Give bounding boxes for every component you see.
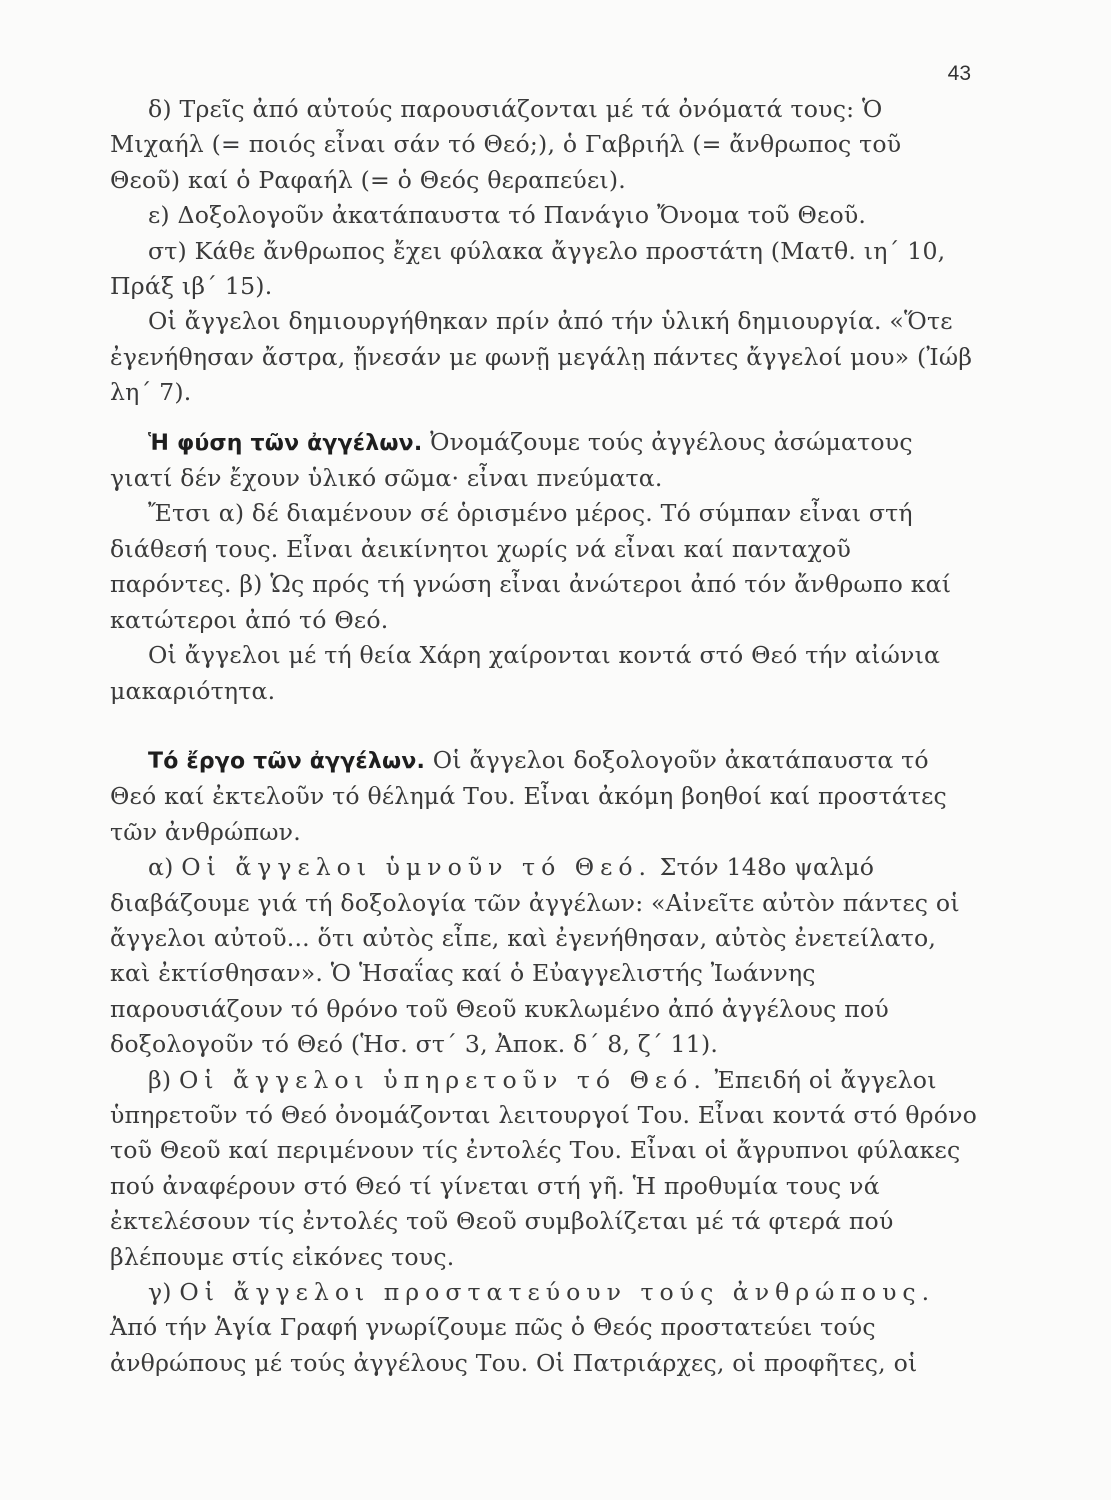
section-heading-nature: Ἡ φύση τῶν ἀγγέλων. [148,430,423,456]
paragraph-three-archangels: δ) Τρεῖς ἀπό αὐτούς παρουσιάζονται μέ τά ὀνόματά τους: Ὁ Μιχαήλ (= ποιός εἶναι σάν τό Θεό;), ὁ Γαβριήλ (= ἄνθρωπος τοῦ Θεοῦ) καί ὁ Ραφαήλ (= ὁ Θεός θεραπεύει). [110,95,902,194]
paragraph-angels-protect: γ) Οἱ ἄγγελοι προστατεύουν τούς ἀνθρώπους. Ἀπό τήν Ἁγία Γραφή γνωρίζουμε πῶς ὁ Θεός προστατεύει τούς ἀνθρώπους μέ τούς ἀγγέλους Του. Οἱ Πατριάρχες, οἱ προφῆτες, οἱ [110,1278,936,1377]
page-number: 43 [947,62,971,85]
subheading-protect: Οἱ ἄγγελοι προστατεύουν τούς ἀνθρώπους. [179,1278,936,1306]
section-nature-of-angels: Ἡ φύση τῶν ἀγγέλων. Ὀνομάζουμε τούς ἀγγέλους ἀσώματους γιατί δέν ἔχουν ὑλικό σῶμα· εἶναι πνεύματα. [110,427,913,493]
paragraph-doxology: ε) Δοξολογοῦν ἀκατάπαυστα τό Πανάγιο Ὄνομα τοῦ Θεοῦ. [148,201,867,230]
section-work-of-angels: Τό ἔργο τῶν ἀγγέλων. Οἱ ἄγγελοι δοξολογοῦν ἀκατάπαυστα τό Θεό καί ἐκτελοῦν τό θέλημά Του. Εἶναι ἀκόμη βοηθοί καί προστάτες τῶν ἀνθρώπων. [110,745,947,846]
subheading-praise: Οἱ ἄγγελοι ὑμνοῦν τό Θεό. [181,853,653,882]
paragraph-creation-of-angels: Οἱ ἄγγελοι δημιουργήθηκαν πρίν ἀπό τήν ὑλική δημιουργία. «Ὅτε ἐγενήθησαν ἄστρα, ᾔνεσάν με φωνῇ μεγάλῃ πάντες ἄγγελοί μου» (Ἰώβ λη΄ 7). [110,307,973,407]
paragraph-guardian-angel: στ) Κάθε ἄνθρωπος ἔχει φύλακα ἄγγελο προστάτη (Ματθ. ιη΄ 10, Πράξ ιβ΄ 15). [110,236,946,301]
paragraph-attributes: Ἔτσι α) δέ διαμένουν σέ ὁρισμένο μέρος. Τό σύμπαν εἶναι στή διάθεσή τους. Εἶναι ἀεικίνητοι χωρίς νά εἶναι καί πανταχοῦ παρόντες. β) Ὡς πρός τή γνώση εἶναι ἀνώτεροι ἀπό τόν ἄνθρωπο καί κατώτεροι ἀπό τό Θεό. [110,499,952,634]
paragraph-blessedness: Οἱ ἄγγελοι μέ τή θεία Χάρη χαίρονται κοντά στό Θεό τήν αἰώνια μακαριότητα. [110,641,941,705]
page-body [110,92,978,1381]
section-heading-work: Τό ἔργο τῶν ἀγγέλων. [148,748,426,774]
subheading-serve: Οἱ ἄγγελοι ὑπηρετοῦν τό Θεό. [178,1065,707,1094]
paragraph-angels-praise-god: α) Οἱ ἄγγελοι ὑμνοῦν τό Θεό. Στόν 148ο ψαλμό διαβάζουμε γιά τή δοξολογία τῶν ἀγγέλων: «Αἰνεῖτε αὐτὸν πάντες οἱ ἄγγελοι αὐτοῦ... ὅτι αὐτὸς εἶπε, καὶ ἐγενήθησαν, αὐτὸς ἐνετείλατο, καὶ ἐκτίσθησαν». Ὁ Ἡσαΐας καί ὁ Εὐαγγελιστής Ἰωάννης παρουσιάζουν τό θρόνο τοῦ Θεοῦ κυκλωμένο ἀπό ἀγγέλους πού δοξολογοῦν τό Θεό (Ἡσ. στ΄ 3, Ἀποκ. δ΄ 8, ζ΄ 11). [110,853,960,1059]
paragraph-angels-serve-god: β) Οἱ ἄγγελοι ὑπηρετοῦν τό Θεό. Ἐπειδή οἱ ἄγγελοι ὑπηρετοῦν τό Θεό ὀνομάζονται λειτουργοί Του. Εἶναι κοντά στό θρόνο τοῦ Θεοῦ καί περιμένουν τίς ἐντολές Του. Εἶναι οἱ ἄγρυπνοι φύλακες πού ἀναφέρουν στό Θεό τί γίνεται στή γῆ. Ἡ προθυμία τους νά ἐκτελέσουν τίς ἐντολές τοῦ Θεοῦ συμβολίζεται μέ τά φτερά πού βλέπουμε στίς εἰκόνες τους. [110,1065,978,1271]
